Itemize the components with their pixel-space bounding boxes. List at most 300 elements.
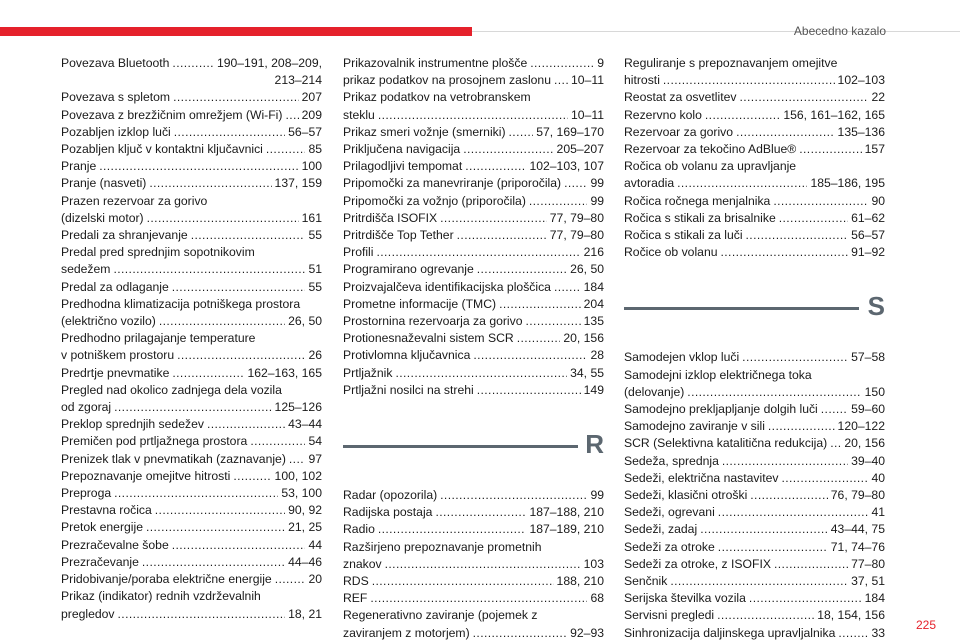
index-entry-pages: 187–188, 210	[529, 505, 604, 520]
index-entry-line	[343, 590, 604, 607]
index-entry-text: Samodejno zaviranje v sili	[624, 419, 765, 434]
index-entry-pages: 18, 21	[288, 606, 322, 621]
page-header-title: Abecedno kazalo	[793, 24, 886, 38]
index-entry	[61, 158, 322, 175]
index-entry	[61, 485, 322, 502]
index-entry-pages: 205–207	[556, 142, 604, 157]
dot-leader	[677, 175, 807, 192]
index-column-2	[343, 55, 604, 642]
dot-leader	[717, 607, 814, 624]
index-entry-pages: 77, 79–80	[549, 228, 604, 243]
dot-leader	[774, 556, 848, 573]
dot-leader	[838, 625, 868, 642]
index-entry	[624, 193, 885, 210]
dot-leader	[172, 537, 306, 554]
section-rule	[343, 445, 578, 448]
index-entry-pages: 90	[871, 193, 885, 208]
index-entry-text: SCR (Selektivna katalitična redukcija)	[624, 436, 828, 451]
dot-leader	[768, 418, 835, 435]
index-entry-text: Prepoznavanje omejitve hitrosti	[61, 468, 231, 483]
index-entry-text: Povezava z brezžičnim omrežjem (Wi-Fi)	[61, 107, 283, 122]
index-entry	[61, 451, 322, 468]
index-entry-pages: 184	[583, 279, 604, 294]
dot-leader	[378, 107, 568, 124]
index-entry	[61, 433, 322, 450]
header-rule	[472, 31, 960, 32]
dot-leader	[705, 107, 780, 124]
index-entry-text: Prazen rezervoar za gorivo	[61, 193, 208, 208]
index-entry-pages: 185–186, 195	[810, 176, 885, 191]
index-entry	[61, 468, 322, 485]
index-entry-text: Radijska postaja	[343, 505, 433, 520]
index-entry-text: Rezervoar za gorivo	[624, 124, 734, 139]
dot-leader	[113, 261, 305, 278]
index-entry-pages: 100	[301, 159, 322, 174]
index-entry-line	[624, 418, 885, 435]
header-accent-bar	[0, 27, 472, 36]
dot-leader	[149, 175, 271, 192]
index-entry-text: od zgoraj	[61, 400, 112, 415]
index-entry-line	[624, 401, 885, 418]
dot-leader	[830, 435, 841, 452]
index-entry-pages: 68	[590, 591, 604, 606]
index-entry	[624, 367, 885, 401]
index-entry	[624, 590, 885, 607]
dot-leader	[554, 279, 581, 296]
dot-leader	[99, 158, 298, 175]
dot-leader	[435, 504, 526, 521]
index-entry-pages: 20, 156	[563, 331, 604, 346]
index-entry-text: znakov	[343, 556, 382, 571]
dot-leader	[663, 72, 835, 89]
dot-leader	[275, 571, 306, 588]
dot-leader	[465, 158, 526, 175]
index-entry	[624, 539, 885, 556]
index-entry-text: prikaz podatkov na prosojnem zaslonu	[343, 73, 551, 88]
index-entry-text: Pridobivanje/poraba električne energije	[61, 572, 272, 587]
index-entry-pages: 120–122	[837, 419, 885, 434]
index-entry	[624, 158, 885, 192]
index-entry-text: Pranje (nasveti)	[61, 176, 147, 191]
index-entry	[343, 313, 604, 330]
dot-leader	[440, 210, 547, 227]
index-entry-line	[61, 227, 322, 244]
index-entry-line	[343, 193, 604, 210]
index-entry	[343, 175, 604, 192]
section-header-r	[343, 427, 604, 479]
index-entry-text: Pregled nad okolico zadnjega dela vozila	[61, 382, 282, 397]
dot-leader	[509, 124, 534, 141]
index-entry-pages: 10–11	[571, 73, 604, 88]
index-entry-text: Pripomočki za vožnjo (priporočila)	[343, 193, 526, 208]
dot-leader	[473, 347, 587, 364]
index-entry-pages: 54	[308, 434, 322, 449]
dot-leader	[191, 227, 306, 244]
index-entry-pages-continued: 213–214	[274, 73, 322, 88]
index-entry-pages: 162–163, 165	[247, 365, 322, 380]
index-entry-line	[343, 296, 604, 313]
dot-leader	[700, 521, 828, 538]
index-entry	[61, 519, 322, 536]
dot-leader	[739, 89, 868, 106]
index-entry	[624, 401, 885, 418]
index-entry-pages: 10–11	[571, 107, 604, 122]
index-entry-text: Radio	[343, 522, 375, 537]
dot-leader	[289, 451, 306, 468]
index-entry-text: REF	[343, 591, 368, 606]
index-entry	[343, 141, 604, 158]
index-entry	[343, 504, 604, 521]
dot-leader	[155, 502, 285, 519]
index-entry	[624, 487, 885, 504]
index-entry	[343, 261, 604, 278]
dot-leader	[526, 313, 581, 330]
index-entry-line	[624, 141, 885, 158]
index-entry-pages: 190–191, 208–209,	[216, 56, 322, 70]
index-entry-text: Predal pred sprednjim sopotnikovim	[61, 245, 255, 260]
section-header-s	[624, 289, 885, 341]
index-entry-pages: 188, 210	[556, 574, 604, 589]
index-entry-pages: 43–44	[288, 417, 322, 432]
index-entry-line	[343, 158, 604, 175]
dot-leader	[499, 296, 581, 313]
index-entry	[61, 296, 322, 330]
index-entry-text: Protionesnaževalni sistem SCR	[343, 331, 514, 346]
dot-leader	[477, 261, 567, 278]
index-entry-line	[624, 470, 885, 487]
dot-leader	[554, 72, 568, 89]
dot-leader	[463, 141, 553, 158]
index-entry-line	[624, 175, 885, 192]
index-entry-pages: 43–44, 75	[830, 522, 885, 537]
index-entry-pages: 97	[308, 451, 322, 466]
index-entry	[343, 573, 604, 590]
index-entry-line	[343, 521, 604, 538]
index-entry-line	[624, 227, 885, 244]
index-entry-line	[61, 365, 322, 382]
index-entry-line	[624, 453, 885, 470]
index-entry	[61, 279, 322, 296]
index-entry-line	[343, 504, 604, 521]
index-entry	[61, 124, 322, 141]
index-entry-text: Pranje	[61, 159, 97, 174]
index-entry	[343, 382, 604, 399]
index-entry	[624, 124, 885, 141]
index-entry-line	[61, 279, 322, 296]
index-entry-text: Radar (opozorila)	[343, 488, 438, 503]
index-entry	[343, 607, 604, 641]
dot-leader	[233, 468, 271, 485]
index-entry-pages: 55	[308, 279, 322, 294]
index-entry-text: zaviranjem z motorjem)	[343, 625, 470, 640]
index-entry-pages: 156, 161–162, 165	[783, 107, 885, 122]
index-entry-pages: 99	[590, 193, 604, 208]
index-entry-line	[343, 227, 604, 244]
index-entry-line	[343, 141, 604, 158]
index-entry-pages: 18, 154, 156	[817, 608, 885, 623]
index-entry-line	[624, 573, 885, 590]
dot-leader	[376, 244, 580, 261]
index-entry-pages: 150	[864, 384, 885, 399]
index-entry-pages: 207	[301, 90, 322, 105]
index-entry-pages: 92–93	[570, 625, 604, 640]
index-entry	[624, 107, 885, 124]
index-entry-pages: 34, 55	[570, 365, 604, 380]
index-entry-text: Programirano ogrevanje	[343, 262, 474, 277]
dot-leader	[773, 193, 868, 210]
index-entry-line	[61, 55, 322, 72]
index-entry-text: hitrosti	[624, 73, 660, 88]
index-entry	[624, 55, 885, 89]
index-entry	[624, 418, 885, 435]
dot-leader	[118, 606, 286, 623]
dot-leader	[114, 399, 271, 416]
index-entry-pages: 20, 156	[844, 436, 885, 451]
index-entry-line	[624, 210, 885, 227]
index-entry-text: (dizelski motor)	[61, 210, 144, 225]
index-entry-pages: 100, 102	[274, 468, 322, 483]
index-entry-text: Pretok energije	[61, 520, 143, 535]
index-entry	[61, 571, 322, 588]
index-entry	[61, 227, 322, 244]
index-entry-text: Prtljažnik	[343, 365, 393, 380]
index-entry-line	[61, 451, 322, 468]
index-entry	[343, 487, 604, 504]
index-entry-line	[624, 89, 885, 106]
index-entry-text: RDS	[343, 574, 369, 589]
index-entry-text: Ročice ob volanu	[624, 245, 718, 260]
dot-leader	[172, 365, 244, 382]
dot-leader	[749, 590, 862, 607]
index-entry-line	[343, 382, 604, 399]
dot-leader	[395, 365, 567, 382]
index-entry-text: Sedeži, električna nastavitev	[624, 470, 779, 485]
index-entry	[343, 296, 604, 313]
index-entry-text: Predhodna klimatizacija potniškega prostora	[61, 296, 301, 311]
index-entry-text: Priključena navigacija	[343, 142, 461, 157]
index-entry	[343, 89, 604, 123]
index-entry-pages: 102–103	[837, 73, 885, 88]
index-entry-pages: 77, 79–80	[549, 210, 604, 225]
index-entry-pages: 51	[308, 262, 322, 277]
index-entry-line	[624, 625, 885, 642]
dot-leader	[746, 227, 849, 244]
index-entry-line	[624, 487, 885, 504]
index-entry	[61, 537, 322, 554]
index-entry-text: Reguliranje s prepoznavanjem omejitve	[624, 56, 838, 70]
index-entry-line	[61, 485, 322, 502]
index-entry-text: Prikaz smeri vožnje (smerniki)	[343, 124, 506, 139]
index-entry-line	[343, 55, 604, 72]
dot-leader	[718, 539, 828, 556]
index-entry-line	[61, 261, 322, 278]
index-entry-text: Sinhronizacija daljinskega upravljalnika	[624, 625, 836, 640]
index-entry	[61, 175, 322, 192]
index-entry-line	[61, 124, 322, 141]
dot-leader	[173, 89, 299, 106]
dot-leader	[742, 349, 848, 366]
index-entry	[343, 521, 604, 538]
index-entry-pages: 76, 79–80	[830, 488, 885, 503]
index-entry-line	[61, 433, 322, 450]
index-entry	[343, 539, 604, 573]
index-entry-text: Ročica ob volanu za upravljanje	[624, 159, 797, 174]
index-entry-text: Regenerativno zaviranje (pojemek z	[343, 608, 538, 623]
index-entry-text: Prikaz (indikator) rednih vzdrževalnih	[61, 589, 261, 604]
index-entry-line	[61, 519, 322, 536]
index-entry-line	[343, 573, 604, 590]
index-entry-text: Proizvajalčeva identifikacijska ploščica	[343, 279, 551, 294]
index-entry-line	[343, 625, 604, 642]
index-entry	[624, 470, 885, 487]
dot-leader	[779, 210, 848, 227]
dot-leader	[440, 487, 587, 504]
index-entry	[61, 330, 322, 364]
index-entry-text: Preklop sprednjih sedežev	[61, 417, 204, 432]
index-entry-text: Sedeži, klasični otroški	[624, 488, 748, 503]
index-entry-pages: 61–62	[851, 210, 885, 225]
index-entry-pages: 9	[597, 56, 604, 70]
index-entry	[624, 244, 885, 261]
index-entry	[61, 55, 322, 89]
index-entry-pages: 209	[301, 107, 322, 122]
index-entry-pages: 57, 169–170	[536, 124, 604, 139]
index-entry	[624, 607, 885, 624]
index-entry-text: Prezračevanje	[61, 554, 139, 569]
index-entry	[61, 107, 322, 124]
index-entry-pages: 21, 25	[288, 520, 322, 535]
index-entry-pages: 90, 92	[288, 503, 322, 518]
index-entry-text: Sedeži za otroke	[624, 539, 715, 554]
dot-leader	[172, 279, 306, 296]
dot-leader	[477, 382, 581, 399]
dot-leader	[285, 107, 298, 124]
index-entry-text: Povezava s spletom	[61, 90, 171, 105]
index-entry	[343, 347, 604, 364]
index-entry-line	[61, 571, 322, 588]
index-entry-pages: 44–46	[288, 554, 322, 569]
index-entry-pages: 187–189, 210	[529, 522, 604, 537]
index-entry-line	[624, 590, 885, 607]
index-entry-line	[61, 606, 322, 623]
index-entry-pages: 184	[864, 591, 885, 606]
index-entry-text: v potniškem prostoru	[61, 348, 175, 363]
index-entry-line	[343, 365, 604, 382]
index-entry-pages: 28	[590, 348, 604, 363]
index-entry-pages: 26, 50	[288, 314, 322, 329]
index-entry	[343, 158, 604, 175]
index-entry-text: Predhodno prilagajanje temperature	[61, 331, 256, 346]
index-entry-line	[61, 537, 322, 554]
index-entry-text: Protivlomna ključavnica	[343, 348, 471, 363]
index-entry-line	[624, 244, 885, 261]
index-entry-text: pregledov	[61, 606, 115, 621]
dot-leader	[517, 330, 561, 347]
section-letter: S	[867, 291, 885, 322]
index-entry-line	[61, 399, 322, 416]
index-entry-pages: 135	[583, 314, 604, 329]
index-entry-line	[61, 416, 322, 433]
index-entry-line	[624, 556, 885, 573]
dot-leader	[147, 210, 299, 227]
index-entry-text: Serijska številka vozila	[624, 591, 746, 606]
index-entry-text: (delovanje)	[624, 384, 685, 399]
index-entry-pages: 204	[583, 296, 604, 311]
index-entry-line	[343, 487, 604, 504]
index-entry-line	[61, 107, 322, 124]
index-entry-text: Samodejen vklop luči	[624, 350, 740, 365]
index-entry	[61, 365, 322, 382]
index-entry-line	[624, 384, 885, 401]
index-entry-pages: 20	[308, 572, 322, 587]
index-entry	[343, 590, 604, 607]
index-entry-line	[61, 468, 322, 485]
index-entry-line	[624, 193, 885, 210]
dot-leader	[529, 193, 588, 210]
index-entry	[624, 89, 885, 106]
index-entry-text: Servisni pregledi	[624, 608, 715, 623]
index-entry	[624, 625, 885, 642]
index-entry-pages: 56–57	[288, 124, 322, 139]
index-entry-text: Prikazovalnik instrumentne plošče	[343, 56, 528, 70]
index-entry	[624, 141, 885, 158]
index-entry	[624, 504, 885, 521]
dot-leader	[385, 556, 581, 573]
index-entry-pages: 149	[583, 382, 604, 397]
dot-leader	[207, 416, 285, 433]
index-entry-line	[343, 124, 604, 141]
index-entry-text: Reostat za osvetlitev	[624, 90, 737, 105]
dot-leader	[177, 347, 305, 364]
dot-leader	[172, 55, 214, 72]
index-entry-text: Prostornina rezervoarja za gorivo	[343, 314, 523, 329]
index-entry-text: Pritrdišče Top Tether	[343, 228, 454, 243]
index-entry-line	[343, 244, 604, 261]
index-entry-line	[61, 175, 322, 192]
section-letter: R	[585, 429, 604, 460]
index-entry-line	[343, 210, 604, 227]
index-entry	[624, 573, 885, 590]
dot-leader	[250, 433, 305, 450]
index-entry-pages: 161	[301, 210, 322, 225]
index-entry-text: Rezervno kolo	[624, 107, 702, 122]
index-entry-pages: 99	[590, 176, 604, 191]
dot-leader	[721, 244, 849, 261]
page-number: 225	[915, 618, 936, 632]
dot-leader	[370, 590, 587, 607]
index-entry-line	[343, 279, 604, 296]
index-entry-pages: 216	[583, 245, 604, 260]
index-entry-line	[624, 539, 885, 556]
index-entry-line	[61, 313, 322, 330]
index-entry	[343, 279, 604, 296]
index-entry-line	[624, 435, 885, 452]
dot-leader	[146, 519, 285, 536]
index-entry-pages: 71, 74–76	[830, 539, 885, 554]
index-entry-text: Prestavna ročica	[61, 503, 152, 518]
section-rule	[624, 307, 859, 310]
index-entry	[61, 502, 322, 519]
dot-leader	[457, 227, 547, 244]
index-entry	[61, 193, 322, 227]
index-entry-line	[624, 72, 885, 89]
index-entry-pages: 157	[864, 142, 885, 157]
index-entry-line	[343, 330, 604, 347]
index-entry	[343, 55, 604, 72]
index-entry-text: Predrtje pnevmatike	[61, 365, 170, 380]
index-entry-line	[61, 141, 322, 158]
index-entry	[61, 141, 322, 158]
